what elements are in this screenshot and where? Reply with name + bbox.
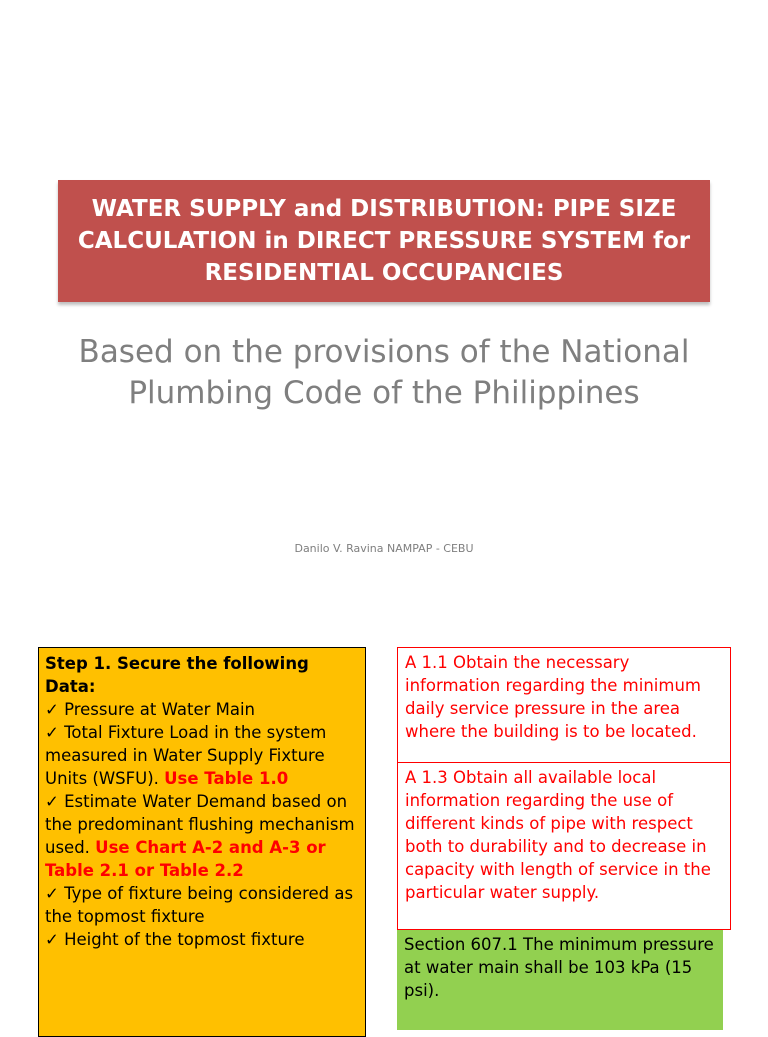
check-icon: ✓ — [45, 930, 59, 949]
chart-reference: Use Chart A-2 and A-3 or Table 2.1 or Table 2.2 — [45, 838, 326, 880]
check-icon: ✓ — [45, 723, 59, 742]
slide-subtitle: Based on the provisions of the National Plumbing Code of the Philippines — [78, 334, 690, 411]
title-banner — [58, 180, 710, 302]
step1-heading: Step 1. Secure the following Data: — [45, 654, 309, 696]
step1-item-fixture-type: ✓ Type of fixture being considered as the topmost fixture — [45, 884, 354, 926]
check-icon: ✓ — [45, 700, 59, 719]
step1-item-fixture-height: ✓ Height of the topmost fixture — [45, 930, 305, 949]
check-icon: ✓ — [45, 884, 59, 903]
note-a13: A 1.3 Obtain all available local information regarding the use of different kinds of pipe with respect both to durability and to decrease in capacity with length of service in the particular water supply. — [397, 762, 731, 930]
author-credit: Danilo V. Ravina NAMPAP - CEBU — [294, 542, 474, 555]
slide-title: WATER SUPPLY and DISTRIBUTION: PIPE SIZE CALCULATION in DIRECT PRESSURE SYSTEM for RESIDENTIAL OCCUPANCIES — [77, 196, 691, 286]
note-a11: A 1.1 Obtain the necessary information regarding the minimum daily service pressure in the area where the building is to be located. — [397, 647, 731, 770]
step1-box — [38, 647, 366, 1037]
step1-item-pressure: ✓ Pressure at Water Main — [45, 700, 256, 719]
step1-item-fixture-load: ✓ Total Fixture Load in the system measured in Water Supply Fixture Units (WSFU). Use Table 1.0 — [45, 723, 327, 788]
section-607-1-note: Section 607.1 The minimum pressure at water main shall be 103 kPa (15 psi). — [397, 930, 723, 1030]
table-reference: Use Table 1.0 — [164, 769, 289, 788]
step1-item-water-demand: ✓ Estimate Water Demand based on the predominant flushing mechanism used. Use Chart A-2 and A-3 or Table 2.1 or Table 2.2 — [45, 792, 355, 880]
check-icon: ✓ — [45, 792, 59, 811]
